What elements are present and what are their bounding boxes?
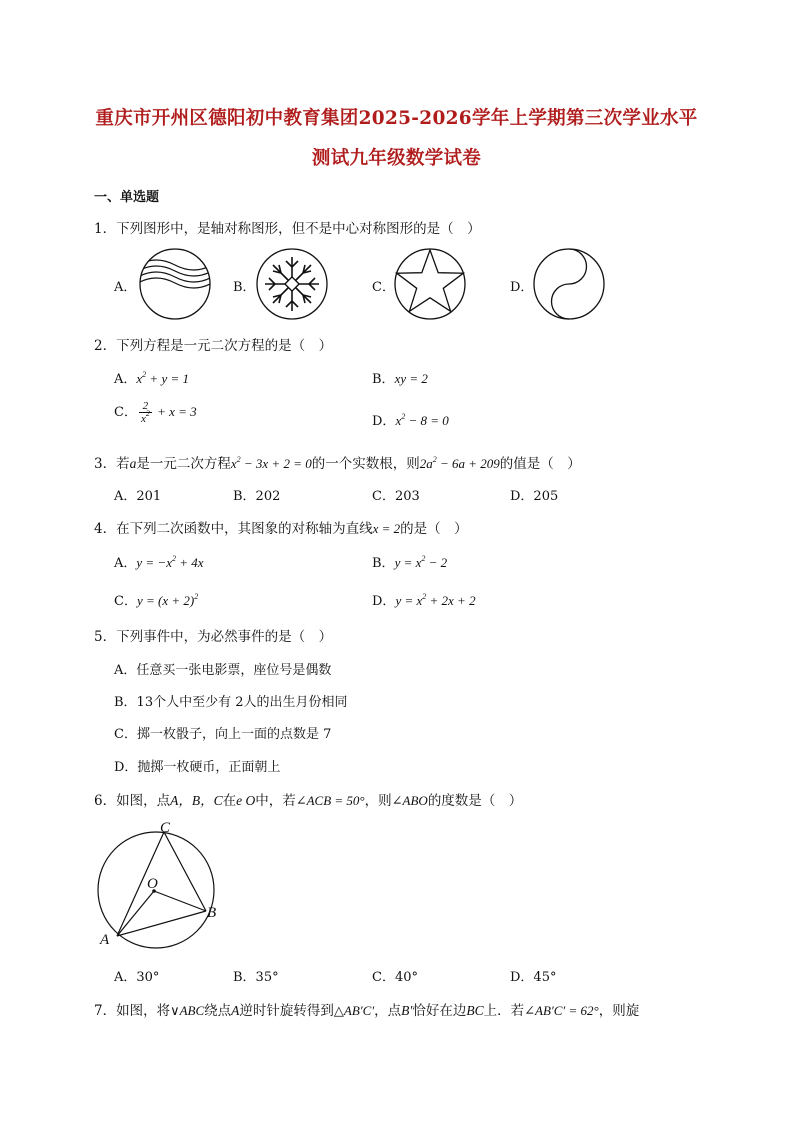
q2-option-d: D．$x^2 - 8 = 0$ xyxy=(372,412,449,429)
label-a: A xyxy=(100,932,110,948)
q5-option-d: D．抛掷一枚硬币，正面朝上 xyxy=(114,760,281,775)
snowflake-circle-icon xyxy=(255,247,331,321)
q3-option-d: D．205 xyxy=(510,489,559,504)
q3-option-b: B．202 xyxy=(233,489,281,504)
q5-option-b: B．13个人中至少有 2人的出生月份相同 xyxy=(114,695,348,710)
q5-option-a: A．任意买一张电影票，座位号是偶数 xyxy=(114,663,332,678)
q4-option-b: B．$y = x^2 - 2$ xyxy=(372,554,448,571)
q2-option-c: C． $\frac{2}{x^2}$ + x = 3 xyxy=(114,400,197,425)
paper-title-line2: 测试九年级数学试卷 xyxy=(311,148,482,169)
q3-option-a: A．201 xyxy=(114,489,162,504)
q6-option-b: B．35° xyxy=(233,970,279,985)
q3-stem: 3．若a是一元二次方程$x^2 - 3x + 2 = 0$的一个实数根，则$2a^2 - 6a + 209$的值是（ ） xyxy=(94,455,581,472)
q4-option-c: C．$y = (x + 2)^2$ xyxy=(114,592,199,609)
q3-option-c: C．203 xyxy=(372,489,420,504)
q2-option-a: A．$x^2 + y = 1$ xyxy=(114,370,189,387)
label-c: C xyxy=(160,820,171,836)
label-o: O xyxy=(147,876,158,892)
q4-option-d: D．$y = x^2 + 2x + 2$ xyxy=(372,592,476,609)
q1-option-c-label: C． xyxy=(372,280,395,295)
q6-circle-figure xyxy=(88,818,228,950)
section-heading: 一、单选题 xyxy=(94,190,160,205)
yin-yang-circle-icon xyxy=(532,247,608,321)
q2-option-b: B．xy = 2 xyxy=(372,371,428,387)
q2-option-a-label: A． xyxy=(114,372,137,387)
q2-option-d-label: D． xyxy=(372,414,396,429)
q6-option-a: A．30° xyxy=(114,970,160,985)
q2-option-b-label: B． xyxy=(372,372,395,387)
q4-option-a: A．$y = -x^2 + 4x$ xyxy=(114,554,204,571)
q1-option-d-label: D． xyxy=(510,280,534,295)
q1-option-a-label: A． xyxy=(114,280,137,295)
q6-stem: 6．如图，点A，B，C在e O中，若∠ACB = 50°，则∠ABO的度数是（ ） xyxy=(94,793,523,809)
q1-option-b-label: B． xyxy=(233,280,256,295)
q4-stem: 4．在下列二次函数中，其图象的对称轴为直线x = 2的是（ ） xyxy=(94,521,468,537)
q6-option-d: D．45° xyxy=(510,970,557,985)
q2-option-c-label: C． xyxy=(114,405,137,420)
wave-circle-icon xyxy=(138,247,214,321)
paper-title-line1: 重庆市开州区德阳初中教育集团2025-2026学年上学期第三次学业水平 xyxy=(95,108,698,129)
q5-option-c: C．掷一枚骰子，向上一面的点数是 7 xyxy=(114,727,332,742)
q7-stem: 7．如图，将∨ABC绕点A逆时针旋转得到△AB′C′，点B′恰好在边BC上．若∠AB′C′ = 62°，则旋 xyxy=(94,1003,640,1019)
q2-stem: 2．下列方程是一元二次方程的是（ ） xyxy=(94,338,333,354)
star-circle-icon xyxy=(393,247,469,321)
q5-stem: 5．下列事件中，为必然事件的是（ ） xyxy=(94,629,333,645)
q1-stem: 1．下列图形中，是轴对称图形，但不是中心对称图形的是（ ） xyxy=(94,221,481,237)
q6-option-c: C．40° xyxy=(372,970,418,985)
label-b: B xyxy=(207,905,217,921)
